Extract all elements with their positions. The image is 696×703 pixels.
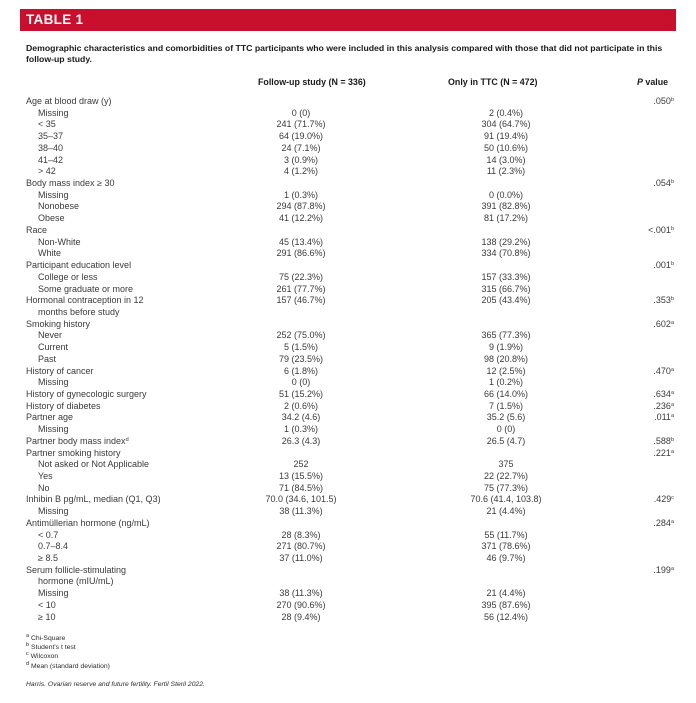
cell-pvalue: .429$^c$ xyxy=(653,494,674,505)
row-label: 38–40 xyxy=(38,142,64,153)
table-row xyxy=(26,483,676,495)
cell-ttc: 14 (3.0%) xyxy=(486,154,526,165)
row-label: Smoking history xyxy=(26,318,91,329)
cell-ttc: 56 (12.4%) xyxy=(483,611,529,622)
table-row xyxy=(26,471,676,483)
row-label: Hormonal contraception in 12 xyxy=(26,295,144,306)
cell-followup: 75 (22.3%) xyxy=(278,271,324,282)
row-label: ≥ 10 xyxy=(38,611,56,622)
row-label: Missing xyxy=(38,506,69,517)
row-label: White xyxy=(38,248,62,259)
cell-ttc: 371 (78.6%) xyxy=(481,541,531,552)
cell-pvalue: .054$^b$ xyxy=(653,178,674,189)
table-row xyxy=(26,354,676,366)
table-row xyxy=(26,295,676,307)
cell-ttc: 391 (82.8%) xyxy=(481,201,531,212)
row-label: Yes xyxy=(38,471,53,481)
cell-followup: 41 (12.2%) xyxy=(278,213,324,224)
row-label: Partner age xyxy=(26,412,74,423)
cell-followup: 5 (1.5%) xyxy=(283,342,318,353)
table-label-bar xyxy=(20,9,676,31)
cell-ttc: 35.2 (5.6) xyxy=(486,412,526,423)
row-label: Partner body mass index$^d$ xyxy=(26,435,129,446)
table-row xyxy=(26,541,676,553)
cell-followup: 71 (84.5%) xyxy=(278,482,324,493)
cell-followup: 252 xyxy=(293,459,309,470)
cell-followup: 79 (23.5%) xyxy=(278,353,324,364)
table-row xyxy=(26,213,676,225)
row-label: History of gynecologic surgery xyxy=(26,388,147,399)
cell-followup: 64 (19.0%) xyxy=(278,131,324,142)
footnote: $^b$ Student's t test xyxy=(26,642,76,652)
row-label: Obese xyxy=(38,213,65,224)
table-row xyxy=(26,600,676,612)
row-label: Serum follicle-stimulating xyxy=(26,564,127,575)
table-row xyxy=(26,377,676,389)
table-row xyxy=(26,366,676,378)
row-label: Non-White xyxy=(38,236,81,247)
table-row xyxy=(26,248,676,260)
table-row xyxy=(26,494,676,506)
cell-ttc: 98 (20.8%) xyxy=(483,353,529,364)
cell-pvalue: .602$^a$ xyxy=(653,318,674,329)
cell-followup: 291 (86.6%) xyxy=(276,248,326,259)
cell-ttc: 75 (77.3%) xyxy=(483,482,529,493)
cell-followup: 1 (0.3%) xyxy=(283,424,318,435)
table-row xyxy=(26,565,676,577)
cell-followup: 37 (11.0%) xyxy=(279,553,323,564)
cell-followup: 271 (80.7%) xyxy=(276,541,326,552)
row-label: Race xyxy=(26,224,48,235)
row-label: hormone (mIU/mL) xyxy=(38,576,114,587)
cell-followup: 2 (0.6%) xyxy=(283,400,318,411)
cell-ttc: 205 (43.4%) xyxy=(481,295,531,306)
table-row xyxy=(26,459,676,471)
cell-pvalue: .588$^b$ xyxy=(653,435,674,446)
cell-pvalue: <.001$^b$ xyxy=(648,224,674,235)
cell-ttc: 50 (10.6%) xyxy=(483,142,529,153)
cell-pvalue: .236$^a$ xyxy=(653,400,674,411)
table-row xyxy=(26,307,676,319)
cell-followup: 51 (15.2%) xyxy=(278,388,324,399)
cell-ttc: 21 (4.4%) xyxy=(486,588,526,599)
table-row xyxy=(26,143,676,155)
table-row xyxy=(26,389,676,401)
cell-followup: 38 (11.3%) xyxy=(279,588,323,599)
table-row xyxy=(26,553,676,565)
table-label: TABLE 1 xyxy=(26,12,84,27)
row-label: History of diabetes xyxy=(26,400,101,411)
cell-followup: 1 (0.3%) xyxy=(283,189,318,200)
cell-ttc: 2 (0.4%) xyxy=(488,107,523,118)
cell-followup: 34.2 (4.6) xyxy=(281,412,321,423)
row-label: Participant education level xyxy=(26,260,132,271)
row-label: Antimüllerian hormone (ng/mL) xyxy=(26,517,150,528)
row-label: College or less xyxy=(38,271,98,282)
row-label: Past xyxy=(38,353,57,364)
table-row xyxy=(26,178,676,190)
cell-pvalue: .050$^b$ xyxy=(653,96,674,106)
column-header-ttc: Only in TTC (N = 472) xyxy=(448,77,538,87)
cell-followup: 0 (0) xyxy=(291,107,311,118)
row-label: Missing xyxy=(38,189,69,200)
cell-ttc: 66 (14.0%) xyxy=(483,388,529,399)
cell-ttc: 46 (9.7%) xyxy=(486,553,526,564)
table-caption: Demographic characteristics and comorbidities of TTC participants who were included in this analysis compared with those that did not participate in this follow-up study. xyxy=(26,43,663,64)
row-label: < 0.7 xyxy=(38,529,59,540)
cell-ttc: 365 (77.3%) xyxy=(481,330,531,341)
table-row xyxy=(26,342,676,354)
table-row xyxy=(26,330,676,342)
row-label: Missing xyxy=(38,588,69,599)
row-label: Missing xyxy=(38,424,69,435)
row-label: ≥ 8.5 xyxy=(38,553,58,564)
table-row xyxy=(26,108,676,120)
table-row xyxy=(26,119,676,131)
cell-ttc: 9 (1.9%) xyxy=(488,342,523,353)
table-row xyxy=(26,260,676,272)
footnote: $^d$ Mean (standard deviation) xyxy=(26,660,110,670)
row-label: 41–42 xyxy=(38,154,64,165)
cell-followup: 38 (11.3%) xyxy=(279,506,323,517)
table-row xyxy=(26,576,676,588)
row-label: Not asked or Not Applicable xyxy=(38,459,150,470)
cell-ttc: 315 (66.7%) xyxy=(481,283,531,294)
cell-followup: 6 (1.8%) xyxy=(283,365,318,376)
row-label: Partner smoking history xyxy=(26,447,121,458)
table-row xyxy=(26,436,676,448)
table-row xyxy=(26,319,676,331)
cell-ttc: 22 (22.7%) xyxy=(483,471,529,481)
table-row xyxy=(26,225,676,237)
table-row xyxy=(26,201,676,213)
row-label: 0.7–8.4 xyxy=(38,541,69,552)
cell-ttc: 91 (19.4%) xyxy=(483,131,529,142)
cell-ttc: 304 (64.7%) xyxy=(481,119,531,130)
row-label: Inhibin B pg/mL, median (Q1, Q3) xyxy=(26,494,161,505)
cell-pvalue: .353$^b$ xyxy=(653,295,674,306)
cell-followup: 3 (0.9%) xyxy=(283,154,318,165)
row-label: Missing xyxy=(38,107,69,118)
row-label: 35–37 xyxy=(38,131,64,142)
row-label: < 10 xyxy=(38,599,56,610)
table-row xyxy=(26,412,676,424)
table-row xyxy=(26,190,676,202)
table-row xyxy=(26,284,676,296)
column-header-pvalue: P value xyxy=(637,77,669,87)
table-row xyxy=(26,506,676,518)
row-label: Some graduate or more xyxy=(38,283,134,294)
table-row xyxy=(26,518,676,530)
footnote-mark: d xyxy=(125,436,129,443)
cell-ttc: 70.6 (41.4, 103.8) xyxy=(470,494,542,505)
cell-followup: 70.0 (34.6, 101.5) xyxy=(265,494,337,505)
row-label: > 42 xyxy=(38,166,56,177)
row-label: Missing xyxy=(38,377,69,388)
cell-followup: 28 (9.4%) xyxy=(281,611,321,622)
table-row xyxy=(26,166,676,178)
cell-followup: 157 (46.7%) xyxy=(276,295,326,306)
cell-followup: 24 (7.1%) xyxy=(281,142,321,153)
table-row xyxy=(26,588,676,600)
row-label: Nonobese xyxy=(38,201,80,212)
cell-followup: 270 (90.6%) xyxy=(276,599,326,610)
cell-pvalue: .011$^a$ xyxy=(654,412,674,423)
table-body xyxy=(26,96,676,623)
footnote: $^c$ Wilcoxon xyxy=(26,651,59,661)
cell-ttc: 0 (0) xyxy=(496,424,516,435)
cell-followup: 252 (75.0%) xyxy=(276,330,326,341)
footnote: $^a$ Chi-Square xyxy=(26,633,66,642)
cell-ttc: 55 (11.7%) xyxy=(484,529,528,540)
cell-followup: 0 (0) xyxy=(291,377,311,388)
column-header-followup: Follow-up study (N = 336) xyxy=(258,77,366,87)
cell-pvalue: .221$^a$ xyxy=(653,447,674,458)
table-row xyxy=(26,96,676,108)
table-row xyxy=(26,155,676,167)
cell-followup: 294 (87.8%) xyxy=(276,201,326,212)
table-row xyxy=(26,448,676,460)
table-row xyxy=(26,424,676,436)
row-label: months before study xyxy=(38,306,120,317)
cell-pvalue: .470$^a$ xyxy=(653,365,674,376)
table-row xyxy=(26,237,676,249)
row-label: Age at blood draw (y) xyxy=(26,96,112,106)
cell-ttc: 395 (87.6%) xyxy=(481,599,531,610)
table-row xyxy=(26,612,676,624)
cell-followup: 241 (71.7%) xyxy=(276,119,326,130)
cell-ttc: 21 (4.4%) xyxy=(486,506,526,517)
cell-ttc: 11 (2.3%) xyxy=(486,166,526,177)
cell-followup: 45 (13.4%) xyxy=(278,236,324,247)
cell-pvalue: .634$^a$ xyxy=(653,388,674,399)
cell-ttc: 138 (29.2%) xyxy=(481,236,531,247)
cell-ttc: 12 (2.5%) xyxy=(486,365,526,376)
cell-pvalue: .001$^b$ xyxy=(653,260,674,271)
row-label: < 35 xyxy=(38,119,56,130)
cell-ttc: 26.5 (4.7) xyxy=(486,435,526,446)
cell-ttc: 375 xyxy=(498,459,514,470)
cell-followup: 13 (15.5%) xyxy=(278,471,324,481)
table-row xyxy=(26,131,676,143)
row-label: History of cancer xyxy=(26,365,94,376)
cell-followup: 4 (1.2%) xyxy=(283,166,318,177)
row-label: Current xyxy=(38,342,69,353)
cell-ttc: 0 (0.0%) xyxy=(488,189,523,200)
cell-ttc: 81 (17.2%) xyxy=(483,213,529,224)
table-row xyxy=(26,401,676,413)
cell-followup: 261 (77.7%) xyxy=(276,283,326,294)
row-label: No xyxy=(38,482,50,493)
cell-pvalue: .199$^a$ xyxy=(653,564,674,575)
cell-ttc: 7 (1.5%) xyxy=(488,400,523,411)
cell-ttc: 334 (70.8%) xyxy=(481,248,531,259)
cell-followup: 28 (8.3%) xyxy=(281,529,321,540)
cell-ttc: 157 (33.3%) xyxy=(481,271,531,282)
cell-pvalue: .284$^a$ xyxy=(653,517,674,528)
row-label: Never xyxy=(38,330,63,341)
cell-ttc: 1 (0.2%) xyxy=(488,377,523,388)
table-row xyxy=(26,272,676,284)
citation: Harris. Ovarian reserve and future fertility. Fertil Steril 2022. xyxy=(26,681,205,688)
row-label: Body mass index ≥ 30 xyxy=(26,178,115,189)
table-row xyxy=(26,530,676,542)
cell-followup: 26.3 (4.3) xyxy=(281,435,321,446)
